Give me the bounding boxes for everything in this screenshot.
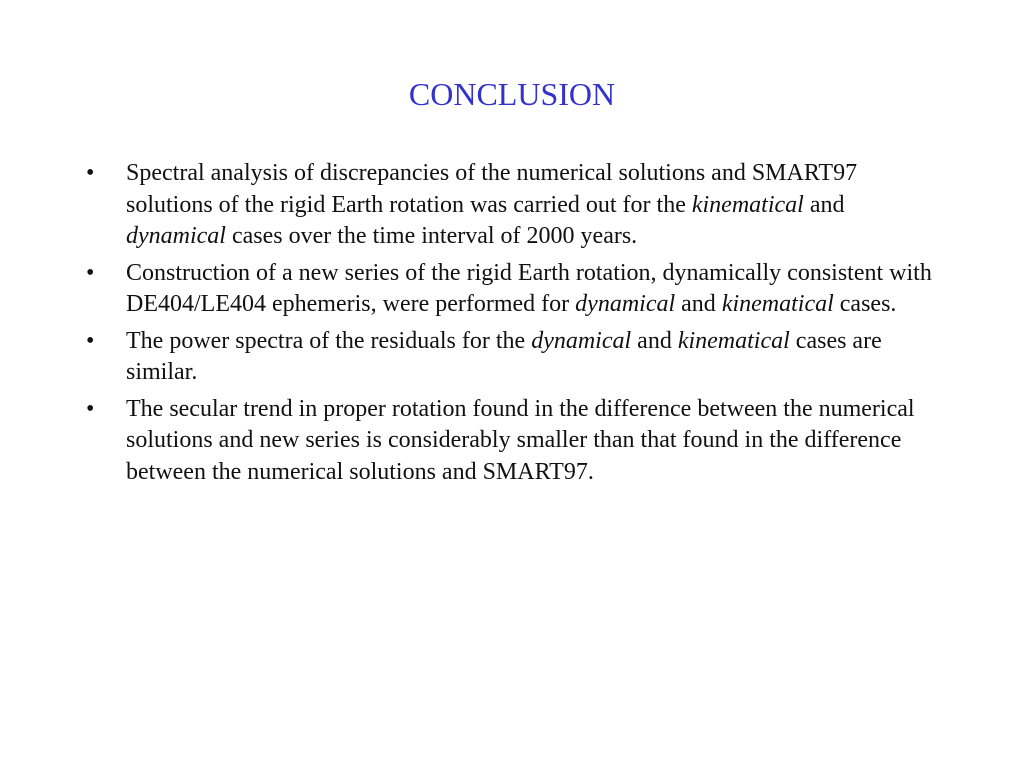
bullet-text xyxy=(126,328,882,386)
italic-term: dynamical xyxy=(575,291,676,317)
bullet-list xyxy=(86,158,946,493)
text-run: and xyxy=(675,291,722,317)
text-run: cases are similar. xyxy=(126,327,882,385)
text-run: cases. xyxy=(833,291,897,317)
italic-term: kinematical xyxy=(691,191,804,218)
bullet-mark: • xyxy=(86,327,95,354)
bullet-item xyxy=(86,326,946,389)
italic-term: kinematical xyxy=(721,291,834,317)
text-run: Spectral analysis of discrepancies of the numerical solutions and SMART97 solutions of the rigid Earth rotation was carried out for the xyxy=(126,160,858,218)
bullet-text xyxy=(126,160,857,249)
text-run: and xyxy=(803,191,845,218)
text-run: cases over the time interval of 2000 years. xyxy=(225,223,638,249)
bullet-text xyxy=(126,396,915,485)
bullet-text xyxy=(126,260,932,318)
text-run: and xyxy=(631,327,678,354)
bullet-mark: • xyxy=(86,395,95,422)
text-run: Construction of a new series of the rigid Earth rotation, dynamically consistent with DE404/LE404 ephemeris, were performed for xyxy=(126,259,932,317)
italic-term: dynamical xyxy=(126,223,226,249)
italic-term: dynamical xyxy=(531,327,632,354)
italic-term: kinematical xyxy=(677,327,790,354)
bullet-item xyxy=(86,394,946,489)
bullet-item xyxy=(86,258,946,321)
bullet-mark: • xyxy=(86,160,95,186)
slide-title: CONCLUSION xyxy=(408,76,616,112)
text-run: The power spectra of the residuals for the xyxy=(126,327,532,354)
bullet-item xyxy=(86,158,946,253)
text-run: The secular trend in proper rotation found in the difference between the numerical solutions and new series is considerably smaller than that found in the difference between the numerical solutions and SMART97. xyxy=(126,395,915,485)
bullet-mark: • xyxy=(86,259,95,286)
